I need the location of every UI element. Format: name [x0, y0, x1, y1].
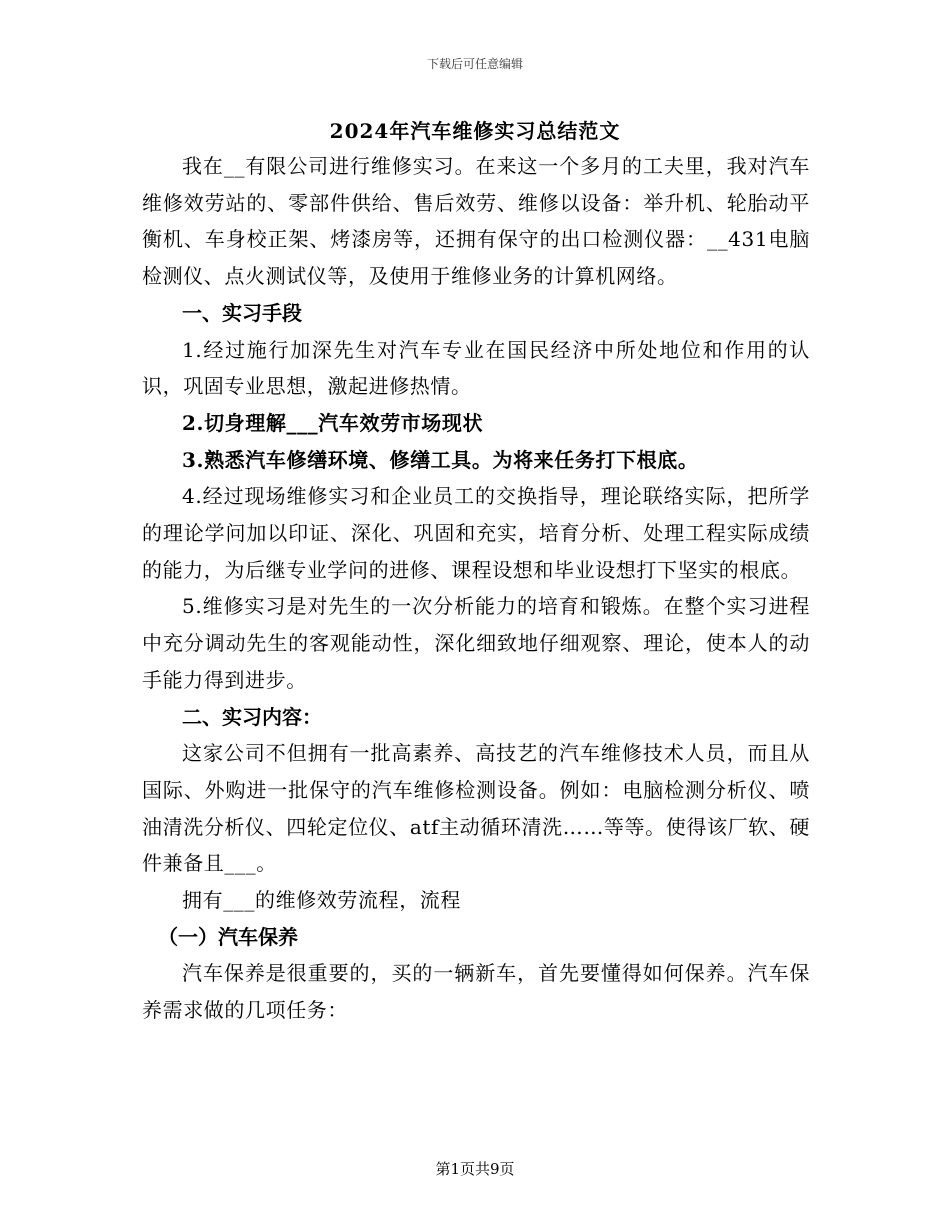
purpose-item-3: 3.熟悉汽车修缮环境、修缮工具。为将来任务打下根底。 [182, 447, 699, 472]
purpose-item-4: 4.经过现场维修实习和企业员工的交换指导，理论联络实际，把所学的理论学问加以印证、深化、巩固和充实，培育分析、处理工程实际成绩的能力，为后继专业学问的进修、课程设想和毕业设想打下坚实的根底。 [142, 484, 810, 582]
page-footer-number: 第1页共9页 [435, 1160, 515, 1178]
company-paragraph: 这家公司不但拥有一批高素养、高技艺的汽车维修技术人员，而且从国际、外购进一批保守的汽车维修检测设备。例如：电脑检测分析仪、喷油清洗分析仪、四轮定位仪、atf主动循环清洗……等等。使得该厂软、硬件兼备且___。 [142, 741, 810, 876]
document-title: 2024年汽车维修实习总结范文 [329, 119, 621, 143]
document-body [142, 148, 810, 1029]
maintenance-paragraph: 汽车保养是很重要的，买的一辆新车，首先要懂得如何保养。汽车保养需求做的几项任务： [142, 961, 810, 1023]
section-heading-purpose: 一、实习手段 [182, 300, 302, 325]
intro-paragraph: 我在__有限公司进行维修实习。在来这一个多月的工夫里，我对汽车维修效劳站的、零部件供给、售后效劳、维修以设备：举升机、轮胎动平衡机、车身校正架、烤漆房等，还拥有保守的出口检测仪器：__431电脑检测仪、点火测试仪等，及使用于维修业务的计算机网络。 [142, 154, 810, 289]
page-header-note: 下载后可任意编辑 [426, 57, 523, 71]
section-heading-content: 二、实习内容： [182, 704, 322, 729]
purpose-item-1: 1.经过施行加深先生对汽车专业在国民经济中所处地位和作用的认识，巩固专业思想，激起进修热情。 [142, 337, 810, 399]
purpose-item-5: 5.维修实习是对先生的一次分析能力的培育和锻炼。在整个实习进程中充分调动先生的客观能动性，深化细致地仔细观察、理论，使本人的动手能力得到进步。 [142, 594, 810, 692]
purpose-item-2: 2.切身理解___汽车效劳市场现状 [182, 410, 484, 435]
subsection-heading-maintenance: （一）汽车保养 [158, 924, 298, 949]
flow-paragraph: 拥有___的维修效劳流程，流程 [182, 888, 461, 913]
